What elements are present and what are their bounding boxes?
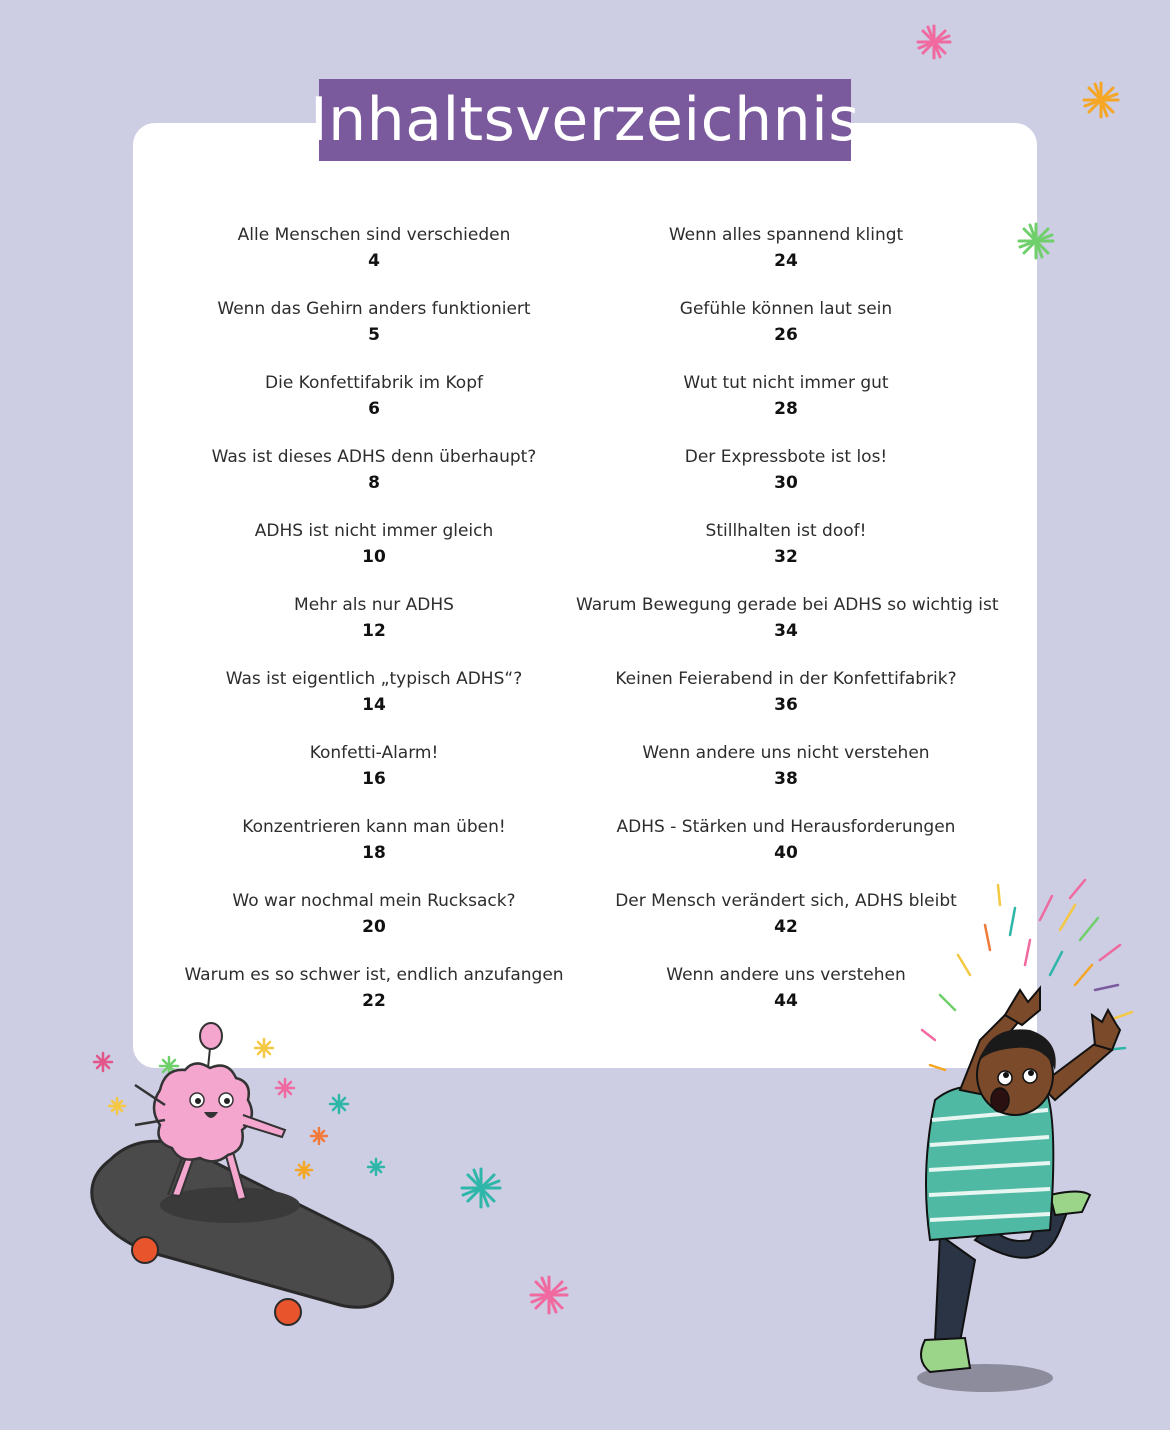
toc-entry-title: Wenn andere uns nicht verstehen	[642, 743, 930, 763]
toc-entry-title: Wenn alles spannend klingt	[668, 225, 904, 245]
toc-entry-title: Was ist eigentlich „typisch ADHS“?	[225, 669, 523, 689]
toc-entry-page-number: 38	[774, 769, 798, 789]
toc-entry-page-number: 24	[774, 251, 798, 271]
toc-entry-page-number: 16	[362, 769, 386, 789]
toc-entry-page-number: 18	[362, 843, 386, 863]
toc-entry-title: Gefühle können laut sein	[679, 299, 893, 319]
toc-entry-page-number: 6	[368, 399, 380, 419]
toc-entry-title: Wenn das Gehirn anders funktioniert	[217, 299, 531, 319]
toc-entry-page-number: 36	[774, 695, 798, 715]
toc-entry-page-number: 44	[774, 991, 798, 1011]
jumping-boy-illustration	[917, 988, 1120, 1392]
toc-entry-title: ADHS ist nicht immer gleich	[254, 521, 494, 541]
toc-entry-title: Was ist dieses ADHS denn überhaupt?	[211, 447, 537, 467]
toc-entry-page-number: 40	[774, 843, 798, 863]
confetti-burst-icon	[918, 26, 950, 58]
confetti-burst-icon	[531, 1277, 567, 1313]
toc-entry-page-number: 8	[368, 473, 380, 493]
toc-entry-title: Stillhalten ist doof!	[705, 521, 867, 541]
toc-entry-page-number: 28	[774, 399, 798, 419]
toc-entry-title: Wo war nochmal mein Rucksack?	[232, 891, 516, 911]
toc-entry-page-number: 30	[774, 473, 798, 493]
toc-entry-page-number: 32	[774, 547, 798, 567]
toc-entry-title: Die Konfettifabrik im Kopf	[265, 373, 483, 393]
monster-skateboard-illustration	[92, 1023, 393, 1325]
toc-entry-page-number: 26	[774, 325, 798, 345]
toc-entry-page-number: 12	[362, 621, 386, 641]
toc-entry-title: Mehr als nur ADHS	[294, 595, 454, 615]
toc-entry-title: Keinen Feierabend in der Konfettifabrik?	[615, 669, 957, 689]
confetti-burst-icon	[462, 1169, 500, 1207]
confetti-burst-icon	[1084, 83, 1118, 117]
toc-entry-page-number: 14	[362, 695, 386, 715]
toc-entry-title: ADHS - Stärken und Herausforderungen	[616, 817, 956, 837]
toc-entry-page-number: 4	[368, 251, 380, 271]
toc-entry-title: Wut tut nicht immer gut	[683, 373, 889, 393]
toc-entry-title: Der Expressbote ist los!	[684, 447, 888, 467]
toc-entry-title: Konzentrieren kann man üben!	[242, 817, 506, 837]
toc-entry-page-number: 10	[362, 547, 386, 567]
toc-entry-page-number: 34	[774, 621, 798, 641]
toc-entry-title: Konfetti-Alarm!	[309, 743, 439, 763]
toc-entry-page-number: 22	[362, 991, 386, 1011]
toc-entry-title: Warum es so schwer ist, endlich anzufangen	[184, 965, 564, 985]
page-title: Inhaltsverzeichnis	[309, 85, 861, 155]
toc-entry-title: Warum Bewegung gerade bei ADHS so wichtig ist	[576, 595, 999, 615]
confetti-burst-icon	[1019, 224, 1053, 258]
toc-entry-title: Alle Menschen sind verschieden	[237, 225, 511, 245]
toc-entry-page-number: 5	[368, 325, 380, 345]
toc-entry-title: Der Mensch verändert sich, ADHS bleibt	[615, 891, 957, 911]
toc-entry-title: Wenn andere uns verstehen	[666, 965, 906, 985]
toc-entry-page-number: 42	[774, 917, 798, 937]
toc-entry-page-number: 20	[362, 917, 386, 937]
